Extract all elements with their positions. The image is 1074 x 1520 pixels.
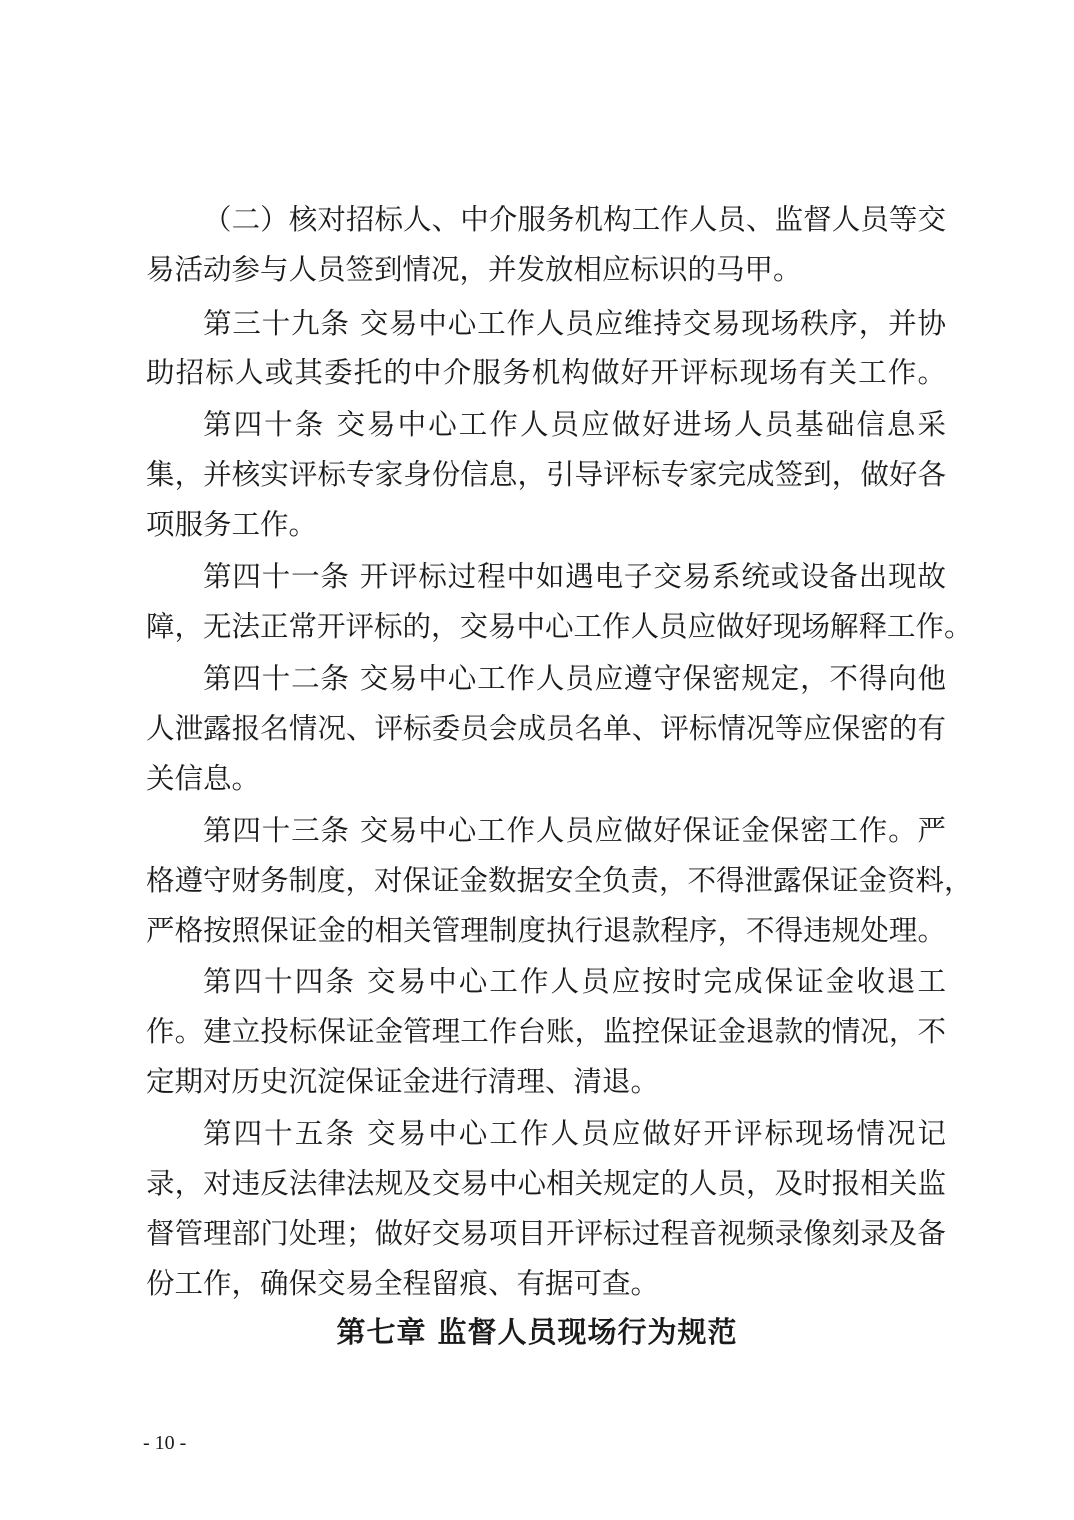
article-43-line: 第四十三条 交易中心工作人员应做好保证金保密工作。严 bbox=[203, 814, 946, 847]
paragraph-line: 助招标人或其委托的中介服务机构做好开评标现场有关工作。 bbox=[146, 356, 946, 389]
article-39-line: 第三十九条 交易中心工作人员应维持交易现场秩序，并协 bbox=[203, 307, 946, 340]
article-42-line: 第四十二条 交易中心工作人员应遵守保密规定，不得向他 bbox=[203, 662, 946, 695]
article-44-line: 第四十四条 交易中心工作人员应按时完成保证金收退工 bbox=[203, 965, 946, 998]
paragraph-line: 定期对历史沉淀保证金进行清理、清退。 bbox=[146, 1065, 660, 1098]
paragraph-line: 人泄露报名情况、评标委员会成员名单、评标情况等应保密的有 bbox=[146, 712, 946, 745]
paragraph-line: 关信息。 bbox=[146, 762, 261, 795]
paragraph-line: （二）核对招标人、中介服务机构工作人员、监督人员等交 bbox=[203, 203, 946, 236]
chapter-heading: 第七章 监督人员现场行为规范 bbox=[336, 1315, 738, 1349]
paragraph-line: 督管理部门处理；做好交易项目开评标过程音视频录像刻录及备 bbox=[146, 1217, 946, 1250]
paragraph-line: 录，对违反法律法规及交易中心相关规定的人员，及时报相关监 bbox=[146, 1167, 946, 1200]
paragraph-line: 集，并核实评标专家身份信息，引导评标专家完成签到，做好各 bbox=[146, 458, 946, 491]
paragraph-line: 份工作，确保交易全程留痕、有据可查。 bbox=[146, 1267, 660, 1300]
article-41-line: 第四十一条 开评标过程中如遇电子交易系统或设备出现故 bbox=[203, 560, 946, 593]
paragraph-line: 障，无法正常开评标的，交易中心工作人员应做好现场解释工作。 bbox=[146, 610, 973, 643]
paragraph-line: 格遵守财务制度，对保证金数据安全负责，不得泄露保证金资料， bbox=[146, 864, 973, 897]
paragraph-line: 作。建立投标保证金管理工作台账，监控保证金退款的情况，不 bbox=[146, 1015, 946, 1048]
paragraph-line: 严格按照保证金的相关管理制度执行退款程序，不得违规处理。 bbox=[146, 914, 946, 947]
paragraph-line: 易活动参与人员签到情况，并发放相应标识的马甲。 bbox=[146, 253, 802, 286]
article-45-line: 第四十五条 交易中心工作人员应做好开评标现场情况记 bbox=[203, 1117, 946, 1150]
article-40-line: 第四十条 交易中心工作人员应做好进场人员基础信息采 bbox=[203, 408, 946, 441]
paragraph-line: 项服务工作。 bbox=[146, 508, 318, 541]
page-number: - 10 - bbox=[143, 1432, 187, 1454]
